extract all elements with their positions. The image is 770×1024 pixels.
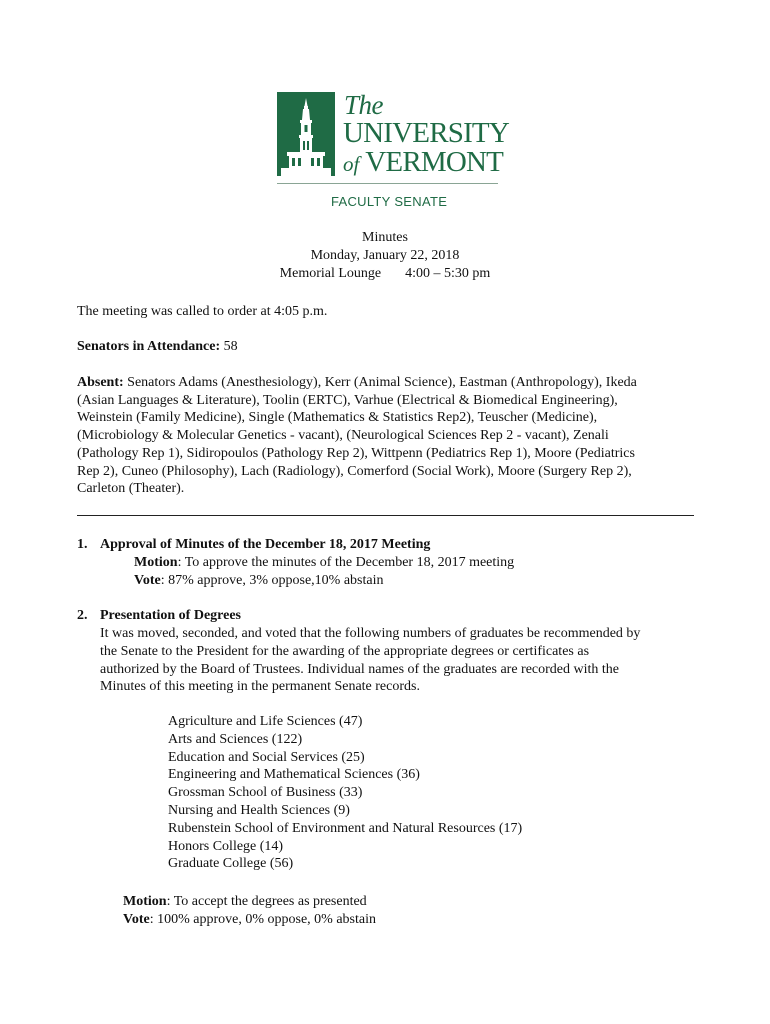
degrees-paragraph-line-4: Minutes of this meeting in the permanent Senate records.: [100, 679, 420, 695]
list-item: Agriculture and Life Sciences (47): [168, 714, 363, 729]
item-1-vote: [134, 572, 384, 590]
vote-label: Vote: [134, 573, 161, 588]
list-item: Engineering and Mathematical Sciences (36): [168, 767, 420, 783]
meeting-date: Monday, January 22, 2018: [310, 248, 460, 263]
item-2-motion: [123, 893, 367, 911]
list-item: Education and Social Services (25): [168, 749, 365, 765]
section-divider: [77, 515, 694, 516]
vote-text: : 87% approve, 3% oppose,10% abstain: [160, 573, 384, 588]
department-name: FACULTY SENATE: [331, 194, 448, 209]
vote-text: : 100% approve, 0% oppose, 0% abstain: [149, 912, 376, 927]
absent-label: Absent:: [77, 375, 124, 390]
logo-the: The: [344, 90, 383, 120]
absent-line-2: (Asian Languages & Literature), Toolin (ERTC), Varhue (Electrical & Biomedical Engineering),: [77, 392, 618, 408]
list-item: Nursing and Health Sciences (9): [168, 802, 350, 818]
college-list: [168, 713, 522, 873]
meeting-location: Memorial Lounge: [279, 266, 382, 281]
absent-line-4: (Microbiology & Molecular Genetics - vacant), (Neurological Sciences Rep 2 - vacant), Zenali: [77, 428, 609, 444]
item-1-number: [77, 536, 88, 554]
list-item: Honors College (14): [168, 838, 284, 854]
absent-line-5: (Pathology Rep 1), Sidiropoulos (Pathology Rep 2), Wittpenn (Pediatrics Rep 1), Moore (Pediatrics: [77, 445, 635, 461]
motion-label: Motion: [123, 894, 167, 909]
vote-label: Vote: [123, 912, 150, 927]
meeting-location-time: [0, 264, 770, 284]
attendance: [77, 338, 238, 356]
logo-of: of: [343, 152, 360, 176]
item-1-title: [100, 536, 430, 554]
attendance-label: Senators in Attendance:: [77, 339, 221, 354]
item-2-number: [77, 607, 88, 625]
absent-line-6: Rep 2), Cuneo (Philosophy), Lach (Radiology), Comerford (Social Work), Moore (Surgery Rep 2),: [77, 463, 632, 479]
item-title: Approval of Minutes of the December 18, 2017 Meeting: [100, 537, 431, 552]
motion-text: : To approve the minutes of the December 18, 2017 meeting: [177, 555, 515, 570]
meeting-time: 4:00 – 5:30 pm: [405, 266, 491, 281]
logo-vermont: VERMONT: [365, 146, 504, 178]
list-item: Grossman School of Business (33): [168, 785, 363, 801]
call-to-order: The meeting was called to order at 4:05 p.m.: [77, 304, 328, 319]
list-item: Rubenstein School of Environment and Natural Resources (17): [168, 820, 523, 836]
degrees-paragraph-line-1: It was moved, seconded, and voted that the following numbers of graduates be recommended by: [100, 626, 641, 641]
degrees-paragraph-line-3: authorized by the Board of Trustees. Individual names of the graduates are recorded with the: [100, 661, 620, 677]
item-1-motion: [134, 554, 514, 572]
item-2-vote: [123, 911, 376, 929]
attendance-count: 58: [223, 339, 238, 354]
logo-of-vermont: [343, 148, 503, 179]
absent-text: Senators Adams (Anesthesiology), Kerr (Animal Science), Eastman (Anthropology), Ikeda: [127, 375, 637, 390]
item-number: 2.: [77, 608, 88, 623]
logo-divider: [277, 183, 498, 184]
list-item: Arts and Sciences (122): [168, 731, 303, 747]
uvm-logo: [277, 90, 509, 210]
item-title: Presentation of Degrees: [100, 608, 241, 623]
minutes-title: Minutes: [362, 230, 408, 245]
absent-line-1: [77, 374, 637, 392]
item-number: 1.: [77, 537, 88, 552]
motion-label: Motion: [134, 555, 178, 570]
absent-line-7: Carleton (Theater).: [77, 481, 185, 497]
absent-line-3: Weinstein (Family Medicine), Single (Mathematics & Statistics Rep2), Teuscher (Medicine),: [77, 410, 598, 426]
motion-text: : To accept the degrees as presented: [166, 894, 367, 909]
university-tower-icon: [277, 92, 335, 176]
degrees-paragraph-line-2: the Senate to the President for the awarding of the appropriate degrees or certificates as: [100, 643, 590, 659]
logo-university: UNIVERSITY: [343, 117, 509, 149]
item-2-title: [100, 607, 241, 625]
list-item: Graduate College (56): [168, 856, 294, 872]
